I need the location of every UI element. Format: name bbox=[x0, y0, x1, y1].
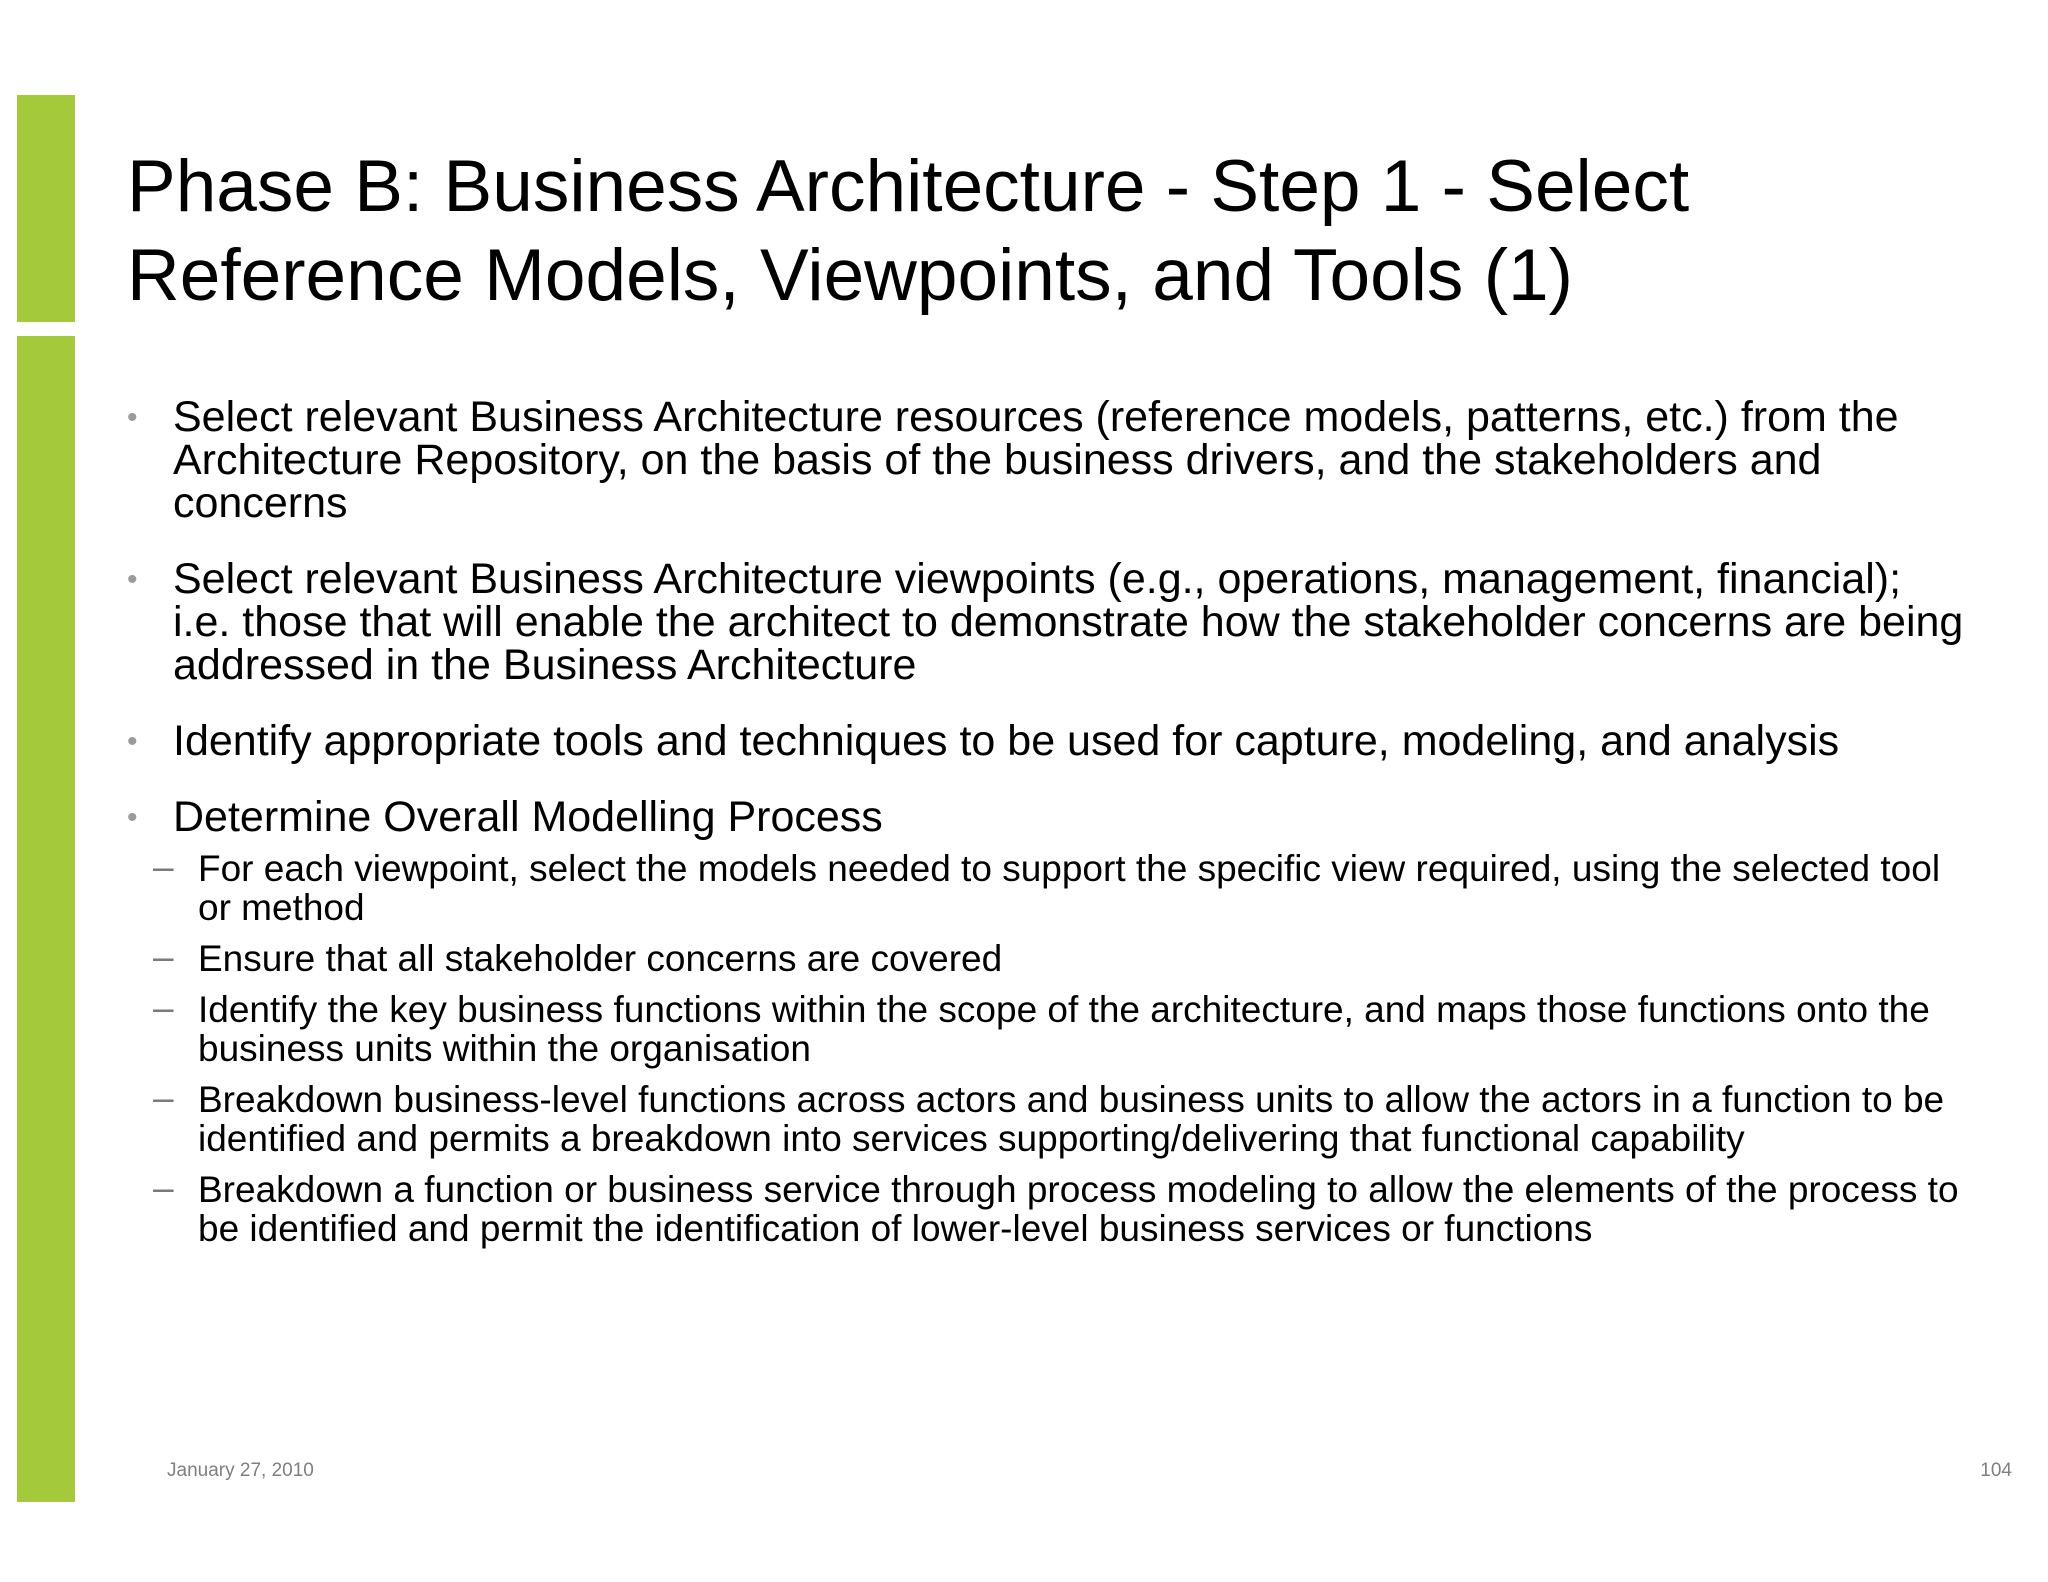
bullet-text: Determine Overall Modelling Process bbox=[173, 793, 883, 841]
sub-bullet-item bbox=[127, 846, 1967, 928]
sub-bullet-item bbox=[127, 1167, 1967, 1249]
bullet-icon: • bbox=[127, 563, 138, 596]
dash-icon: – bbox=[153, 987, 174, 1028]
bullet-icon: • bbox=[127, 401, 138, 434]
slide-title: Phase B: Business Architecture - Step 1 - Select Reference Models, Viewpoints, and Tools (1) bbox=[127, 146, 1690, 316]
bullet-icon: • bbox=[127, 801, 138, 834]
bullet-item bbox=[127, 793, 1967, 1249]
footer-date: January 27, 2010 bbox=[167, 1460, 314, 1481]
dash-icon: – bbox=[153, 1077, 174, 1118]
sub-bullet-text: For each viewpoint, select the models needed to support the specific view required, using the selected tool or method bbox=[198, 848, 1941, 928]
sub-bullet-item bbox=[127, 987, 1967, 1069]
dash-icon: – bbox=[153, 936, 174, 977]
bullet-text: Identify appropriate tools and techniques to be used for capture, modeling, and analysis bbox=[173, 717, 1840, 765]
bullet-list bbox=[127, 393, 1967, 1260]
sub-bullet-text: Breakdown business-level functions across actors and business units to allow the actors in a function to be identified and permits a breakdown into services supporting/delivering that functional capability bbox=[198, 1079, 1945, 1159]
accent-bar-bottom bbox=[17, 336, 75, 1502]
dash-icon: – bbox=[153, 846, 174, 887]
accent-bar-top bbox=[17, 95, 75, 322]
bullet-item bbox=[127, 393, 1967, 527]
sub-bullet-text: Breakdown a function or business service through process modeling to allow the elements of the process to be identified and permit the identification of lower-level business services or functions bbox=[198, 1169, 1959, 1249]
sub-bullet-text: Ensure that all stakeholder concerns are covered bbox=[198, 938, 1003, 979]
bullet-item bbox=[127, 555, 1967, 689]
sub-bullet-item bbox=[127, 1077, 1967, 1159]
sub-bullet-list bbox=[153, 846, 1967, 1249]
page-number: 104 bbox=[1980, 1460, 2012, 1481]
bullet-text: Select relevant Business Architecture resources (reference models, patterns, etc.) from the Architecture Repository, on the basis of the business drivers, and the stakeholders and concerns bbox=[173, 393, 1899, 527]
bullet-item bbox=[127, 717, 1967, 765]
sub-bullet-text: Identify the key business functions within the scope of the architecture, and maps those functions onto the business units within the organisation bbox=[198, 989, 1930, 1069]
sub-bullet-item bbox=[127, 936, 1967, 979]
dash-icon: – bbox=[153, 1167, 174, 1208]
bullet-icon: • bbox=[127, 725, 138, 758]
bullet-text: Select relevant Business Architecture viewpoints (e.g., operations, management, financial); i.e. those that will enable the architect to demonstrate how the stakeholder concerns are being addressed in the Business Architecture bbox=[173, 555, 1964, 689]
